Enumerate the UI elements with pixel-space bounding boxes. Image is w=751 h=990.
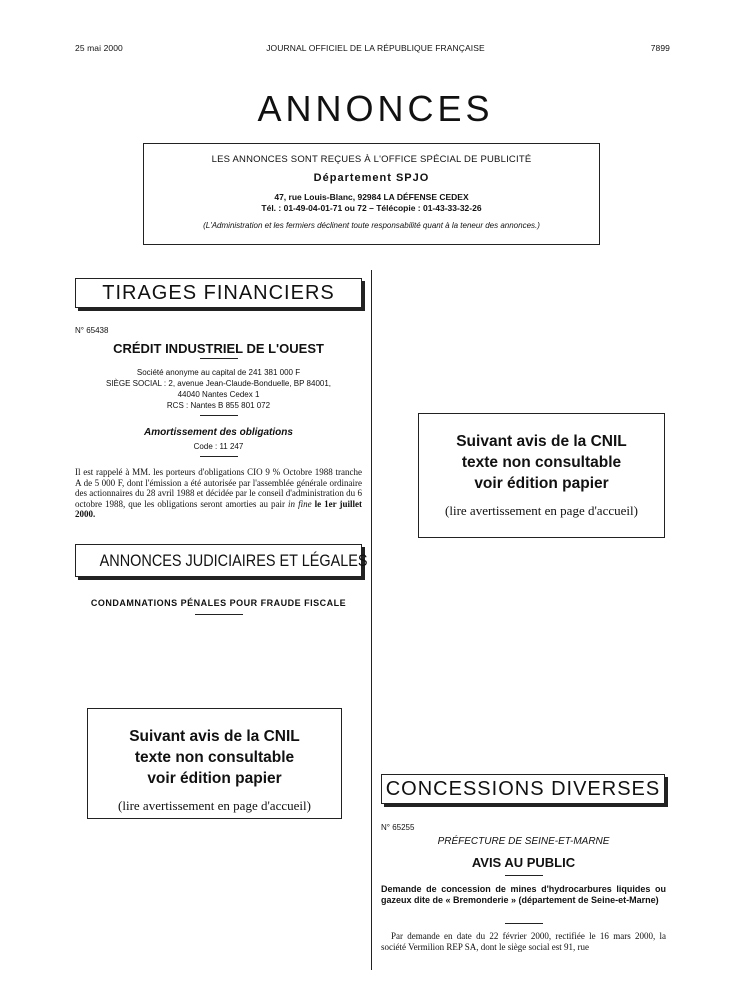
- cnil-notice-right: [418, 413, 665, 538]
- notice-demand: Demande de concession de mines d'hydrocarbures liquides ou gazeux dite de « Bremonderie » (département de Seine-et-Marne): [381, 884, 666, 905]
- company-capital: Société anonyme au capital de 241 381 000 F: [136, 368, 301, 377]
- notice-prefecture: PRÉFECTURE DE SEINE-ET-MARNE: [437, 836, 610, 847]
- section-annonces-judiciaires-label: ANNONCES JUDICIAIRES ET LÉGALES: [99, 551, 368, 570]
- divider-rule: [505, 923, 543, 924]
- cnil-line2: texte non consultable: [134, 749, 295, 766]
- company-details: [75, 367, 362, 411]
- header-journal: JOURNAL OFFICIEL DE LA RÉPUBLIQUE FRANÇAISE: [266, 43, 485, 53]
- notice-paragraph: [75, 467, 362, 520]
- cnil-line3: voir édition papier: [474, 475, 609, 492]
- company-rcs: RCS : Nantes B 855 801 072: [166, 401, 271, 410]
- notice-code: Code : 11 247: [193, 442, 244, 451]
- divider-rule: [200, 358, 238, 359]
- divider-rule: [505, 875, 543, 876]
- section-tirages-financiers: TIRAGES FINANCIERS: [75, 278, 362, 308]
- notice-number: N° 65438: [75, 326, 109, 335]
- info-line1: LES ANNONCES SONT REÇUES À L'OFFICE SPÉCIAL DE PUBLICITÉ: [211, 154, 532, 165]
- cnil-line1: Suivant avis de la CNIL: [456, 433, 627, 450]
- divider-rule: [200, 456, 238, 457]
- divider-rule: [195, 614, 243, 615]
- notice-paragraph: Par demande en date du 22 février 2000, rectifiée le 16 mars 2000, la société Vermilion REP SA, dont le siège social est 91, rue: [381, 931, 666, 952]
- notice-heading: AVIS AU PUBLIC: [471, 855, 576, 870]
- cnil-line1: Suivant avis de la CNIL: [129, 728, 300, 745]
- header-date: 25 mai 2000: [75, 43, 123, 53]
- section-annonces-judiciaires: [75, 544, 368, 577]
- info-box: [143, 143, 600, 245]
- paragraph-text: Il est rappelé à MM. les porteurs d'obligations CIO 9 % Octobre 1988 tranche A de 5 000 F, dont l'émission a été autorisée par l'assemblée générale ordinaire des actionnaires du 28 avril 1988 et décidée par le conseil d'administration du 6 octobre 1988, que les obligations seront amorties au pair: [75, 467, 362, 509]
- company-city: 44040 Nantes Cedex 1: [177, 390, 260, 399]
- notice-company: CRÉDIT INDUSTRIEL DE L'OUEST: [113, 341, 324, 356]
- cnil-note: (lire avertissement en page d'accueil): [118, 798, 311, 813]
- column-divider: [371, 270, 372, 970]
- info-phone: Tél. : 01-49-04-01-71 ou 72 – Télécopie : 01-43-33-32-26: [261, 203, 482, 213]
- section-concessions-diverses: CONCESSIONS DIVERSES: [381, 774, 665, 804]
- paragraph-italic: in fine: [288, 498, 312, 509]
- cnil-line3: voir édition papier: [147, 770, 282, 787]
- page-title: ANNONCES: [257, 88, 494, 129]
- info-disclaimer: (L'Administration et les fermiers déclinent toute responsabilité quant à la teneur des annonces.): [203, 221, 540, 230]
- notice-number: N° 65255: [381, 823, 415, 832]
- header-page-number: 7899: [650, 43, 670, 53]
- notice-subtitle: Amortissement des obligations: [144, 427, 293, 438]
- subheading-fraude-fiscale: CONDAMNATIONS PÉNALES POUR FRAUDE FISCALE: [90, 598, 347, 608]
- divider-rule: [200, 415, 238, 416]
- cnil-note: (lire avertissement en page d'accueil): [445, 503, 638, 518]
- cnil-notice-left: [87, 708, 342, 819]
- info-address: 47, rue Louis-Blanc, 92984 LA DÉFENSE CEDEX: [274, 192, 469, 202]
- company-seat: SIÈGE SOCIAL : 2, avenue Jean-Claude-Bonduelle, BP 84001,: [105, 379, 332, 388]
- cnil-line2: texte non consultable: [461, 454, 622, 471]
- paragraph-date: le 1er juillet 2000.: [75, 498, 363, 519]
- info-department: Département SPJO: [313, 172, 430, 184]
